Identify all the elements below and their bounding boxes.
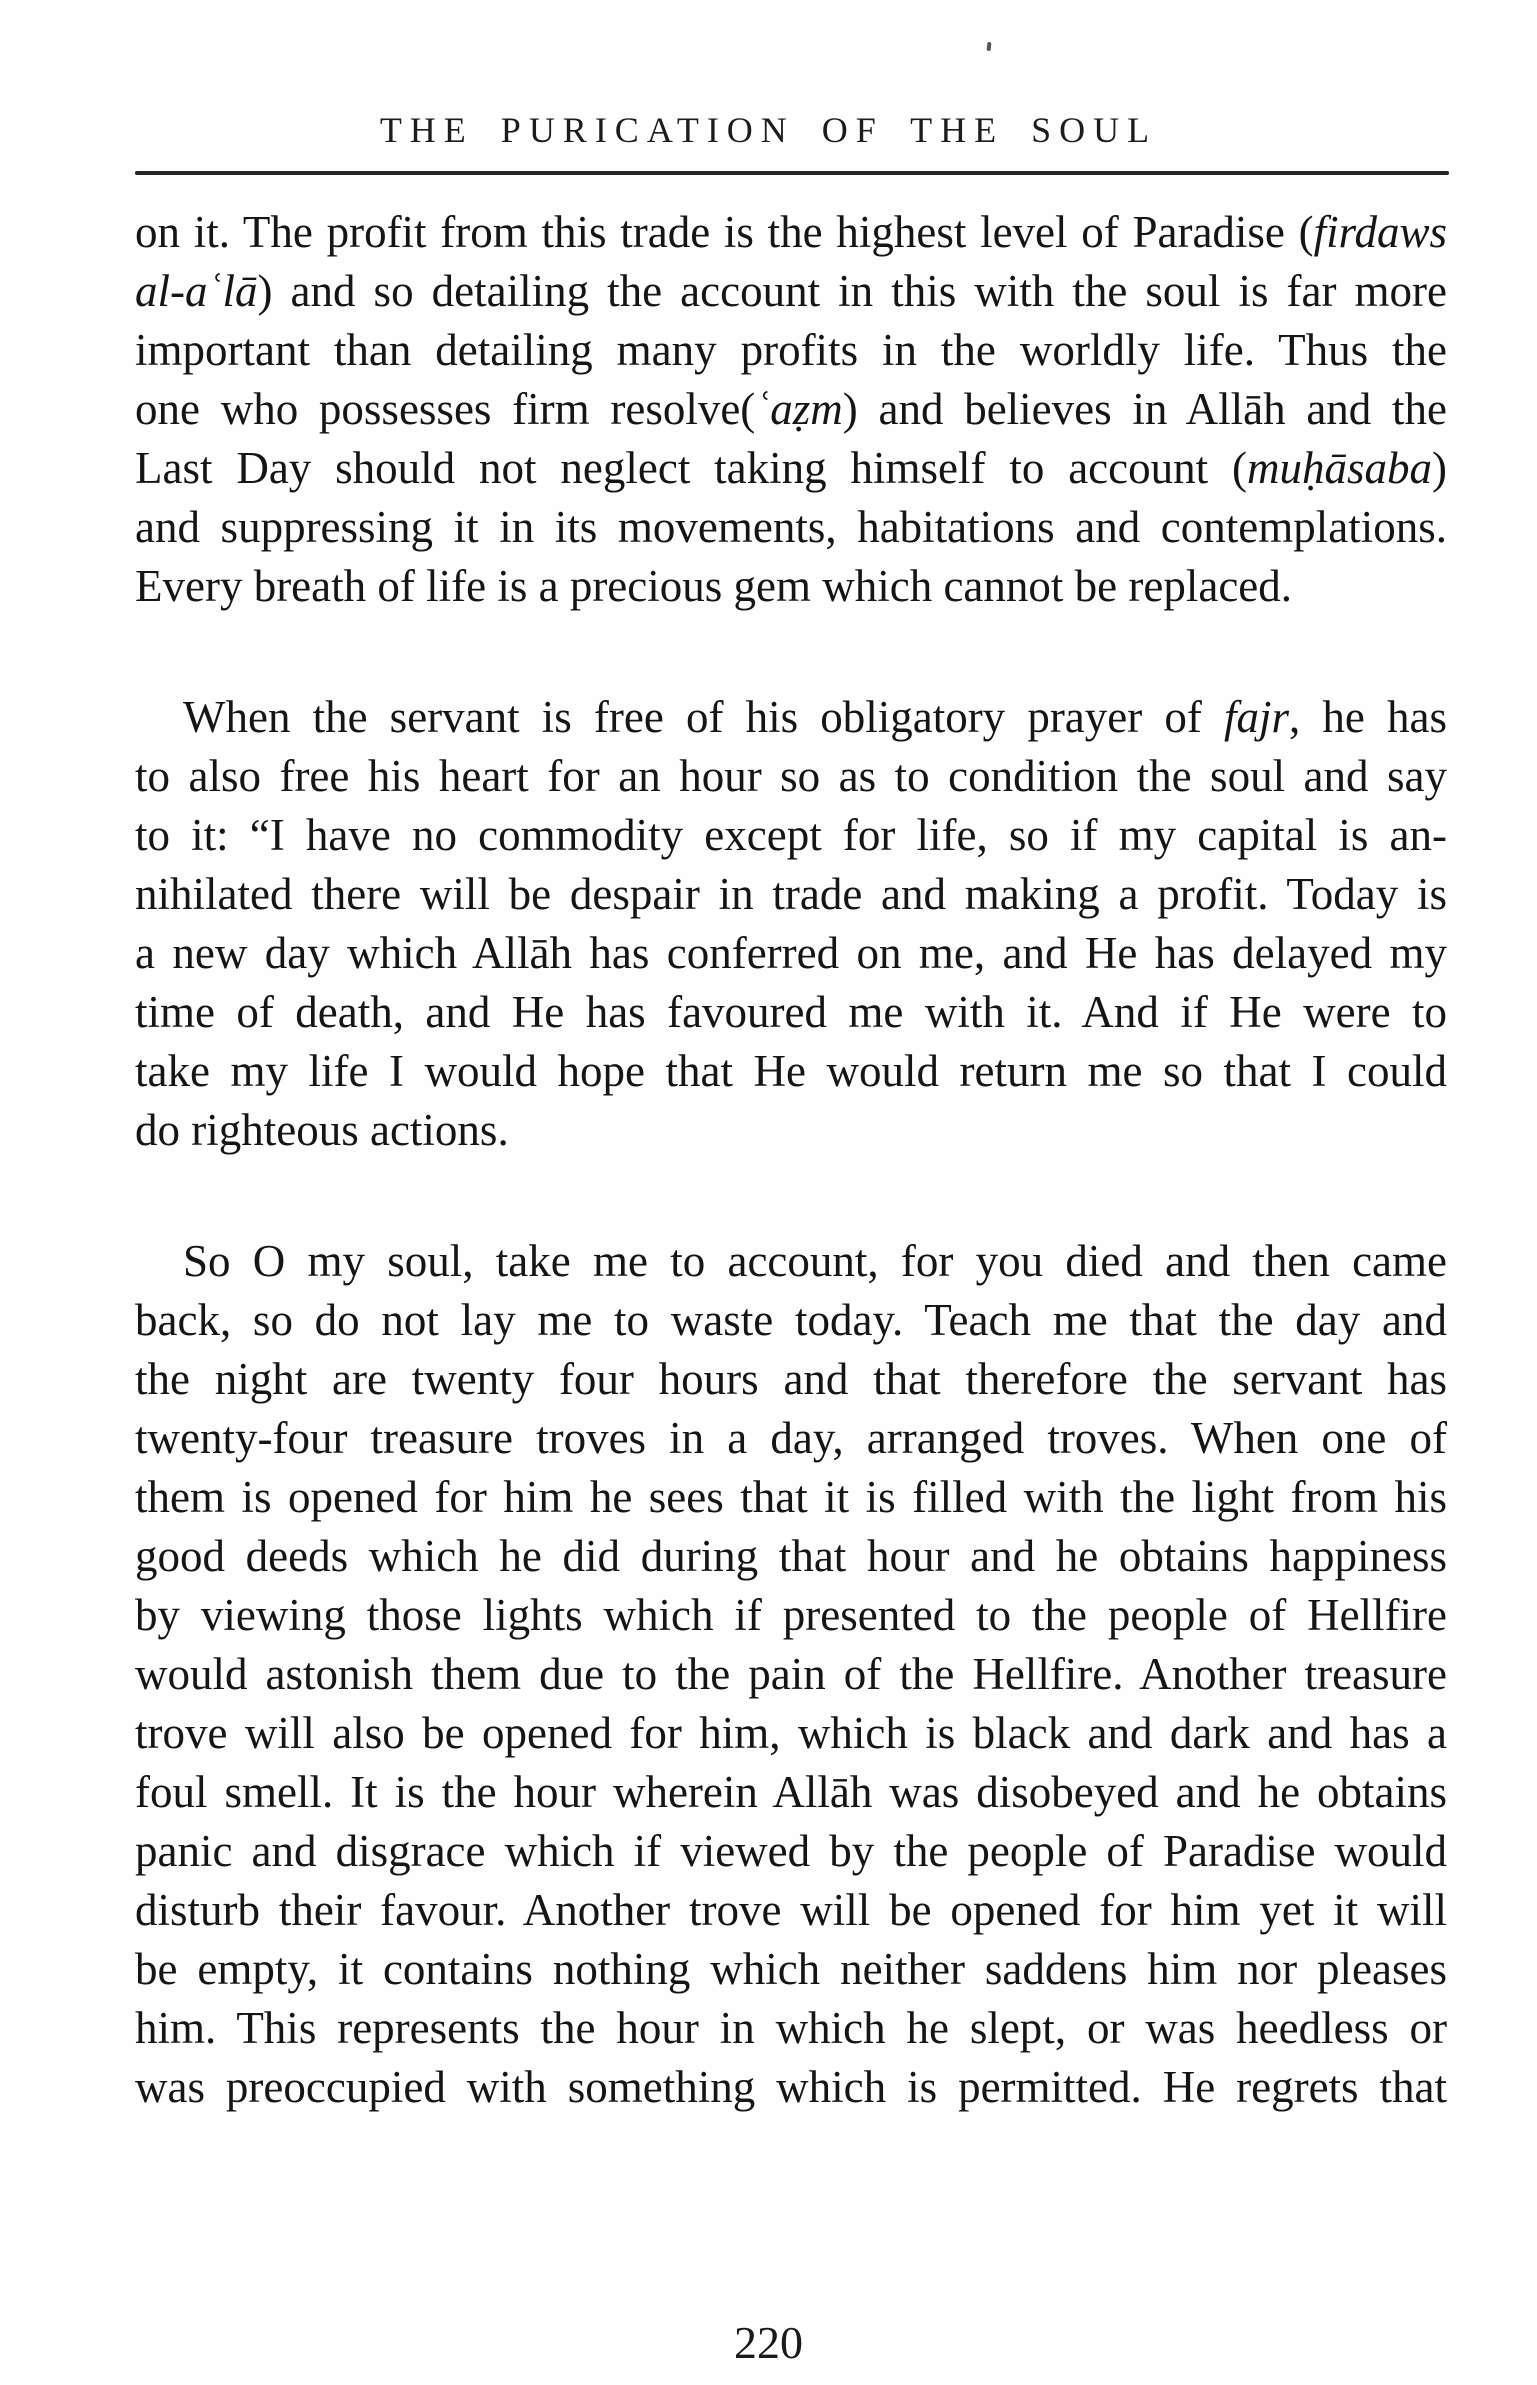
italic-text-run: al-aʿlā [135, 266, 258, 316]
italic-text-run: firdaws [1313, 207, 1447, 257]
paragraph-1 [135, 203, 1447, 616]
page-body-text [135, 203, 1447, 2117]
text-line [135, 262, 1447, 321]
text-run: ) and so detailing the account in this with the soul is far more [257, 266, 1447, 316]
scan-speck-mark [987, 42, 992, 51]
text-run: take my life I would hope that He would return me so that I could [135, 1046, 1447, 1096]
text-line [135, 380, 1447, 439]
text-run: When the servant is free of his obligatory prayer of [183, 692, 1224, 742]
text-run: Last Day should not neglect taking himself to account ( [135, 443, 1247, 493]
text-run: So O my soul, take me to account, for you died and then came [183, 1236, 1447, 1286]
text-run: disturb their favour. Another trove will be opened for him yet it will [135, 1885, 1447, 1935]
header-divider-rule [135, 171, 1449, 175]
text-run: on it. The profit from this trade is the highest level of Paradise ( [135, 207, 1314, 257]
text-line [135, 1232, 1447, 1291]
text-line [135, 1763, 1447, 1822]
text-run: them is opened for him he sees that it is filled with the light from his [135, 1472, 1447, 1522]
text-line [135, 806, 1447, 865]
text-line [135, 1350, 1447, 1409]
text-line [135, 1822, 1447, 1881]
text-run: to it: “I have no commodity except for life, so if my capital is an- [135, 810, 1447, 860]
text-line [135, 1645, 1447, 1704]
text-run: a new day which Allāh has conferred on me, and He has delayed my [135, 928, 1447, 978]
text-line [135, 203, 1447, 262]
text-run: good deeds which he did during that hour and he obtains happiness [135, 1531, 1447, 1581]
text-line [135, 1291, 1447, 1350]
text-line [135, 1704, 1447, 1763]
italic-text-run: ʿaẓm [755, 384, 843, 434]
text-line [135, 688, 1447, 747]
text-run: him. This represents the hour in which he slept, or was heedless or [135, 2003, 1447, 2053]
text-run: would astonish them due to the pain of the Hellfire. Another treasure [135, 1649, 1447, 1699]
text-run: , he has [1289, 692, 1447, 742]
text-line [135, 983, 1447, 1042]
text-run: nihilated there will be despair in trade and making a profit. Today is [135, 869, 1447, 919]
text-run: was preoccupied with something which is permitted. He regrets that [135, 2062, 1447, 2112]
text-run: foul smell. It is the hour wherein Allāh was disobeyed and he obtains [135, 1767, 1447, 1817]
text-line [135, 1468, 1447, 1527]
text-run: the night are twenty four hours and that therefore the servant has [135, 1354, 1447, 1404]
text-run: one who possesses firm resolve( [135, 384, 756, 434]
text-line [135, 924, 1447, 983]
text-run: by viewing those lights which if presented to the people of Hellfire [135, 1590, 1447, 1640]
text-run: back, so do not lay me to waste today. Teach me that the day and [135, 1295, 1447, 1345]
text-line [135, 1881, 1447, 1940]
text-line [135, 747, 1447, 806]
text-line [135, 321, 1447, 380]
text-run: panic and disgrace which if viewed by the people of Paradise would [135, 1826, 1447, 1876]
text-run: do righteous actions. [135, 1105, 509, 1155]
text-run: Every breath of life is a precious gem which cannot be replaced. [135, 561, 1293, 611]
text-run: to also free his heart for an hour so as to condition the soul and say [135, 751, 1447, 801]
paragraph-3 [135, 1232, 1447, 2117]
text-line [135, 439, 1447, 498]
text-run: twenty-four treasure troves in a day, arranged troves. When one of [135, 1413, 1447, 1463]
text-line [135, 1586, 1447, 1645]
text-run: trove will also be opened for him, which is black and dark and has a [135, 1708, 1447, 1758]
text-run: be empty, it contains nothing which neither saddens him nor pleases [135, 1944, 1447, 1994]
text-line [135, 557, 1447, 616]
text-line [135, 1940, 1447, 1999]
text-run: time of death, and He has favoured me with it. And if He were to [135, 987, 1447, 1037]
text-run: important than detailing many profits in the worldly life. Thus the [135, 325, 1447, 375]
paragraph-2 [135, 688, 1447, 1160]
text-line [135, 1409, 1447, 1468]
italic-text-run: fajr [1223, 692, 1290, 742]
running-header-title: THE PURICATION OF THE SOUL [379, 110, 1158, 150]
page-number: 220 [734, 2317, 803, 2368]
text-line [135, 498, 1447, 557]
text-line [135, 1999, 1447, 2058]
italic-text-run: muḥāsaba [1246, 443, 1432, 493]
text-line [135, 1042, 1447, 1101]
text-run: and suppressing it in its movements, habitations and contemplations. [135, 502, 1447, 552]
text-line [135, 1527, 1447, 1586]
text-line [135, 2058, 1447, 2117]
text-run: ) and believes in Allāh and the [842, 384, 1447, 434]
text-line [135, 1101, 1447, 1160]
text-line [135, 865, 1447, 924]
text-run: ) [1432, 443, 1447, 493]
